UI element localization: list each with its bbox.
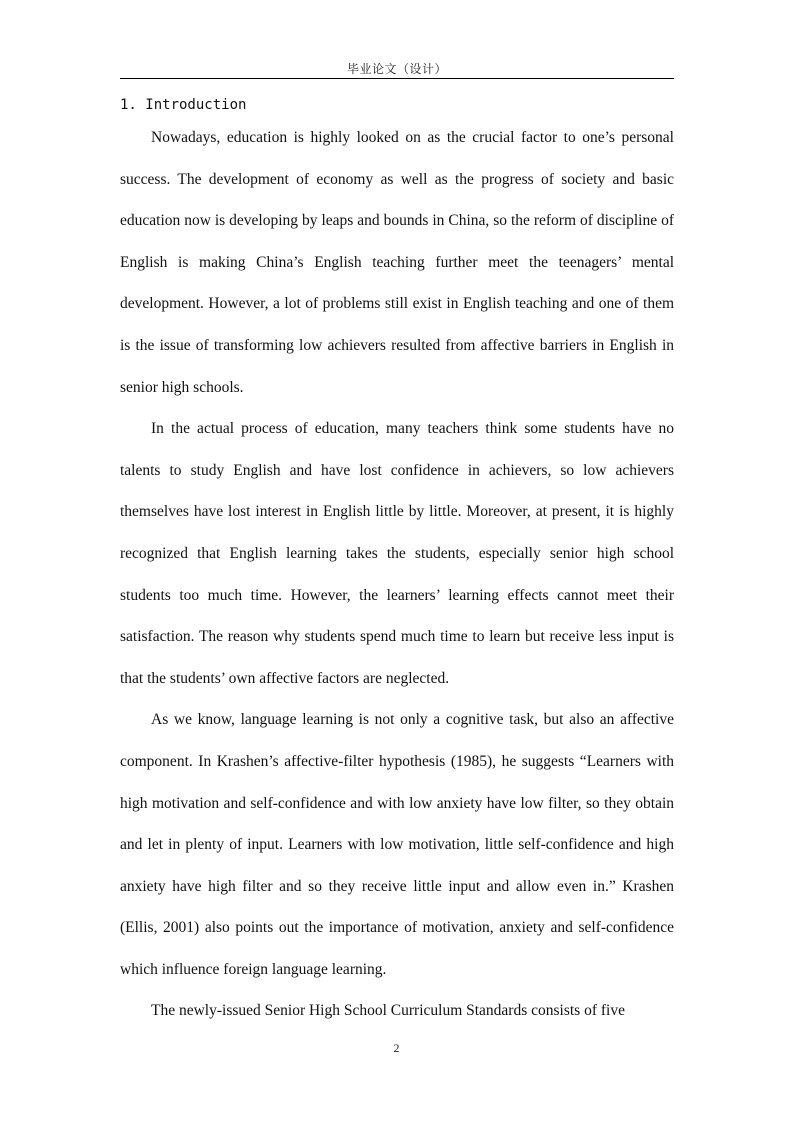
section-heading: 1. Introduction	[120, 97, 247, 113]
body-text	[120, 117, 674, 1032]
running-header: 毕业论文（设计）	[346, 62, 447, 76]
paragraph-3: As we know, language learning is not only a cognitive task, but also an affective component. In Krashen’s affective-filter hypothesis (1985), he suggests “Learners with high motivation and self-confidence and with low anxiety have low filter, so they obtain and let in plenty of input. Learners with low motivation, little self-confidence and high anxiety have high filter and so they receive little input and allow even in.” Krashen (Ellis, 2001) also points out the importance of motivation, anxiety and self-confidence which influence foreign language learning.	[120, 711, 674, 978]
paragraph-4: The newly-issued Senior High School Curriculum Standards consists of five	[151, 1002, 625, 1020]
paragraph-1: Nowadays, education is highly looked on as the crucial factor to one’s personal success. The development of economy as well as the progress of society and basic education now is developing by leaps and bounds in China, so the reform of discipline of English is making China’s English teaching further meet the teenagers’ mental development. However, a lot of problems still exist in English teaching and one of them is the issue of transforming low achievers resulted from affective barriers in English in senior high schools.	[120, 129, 674, 396]
paragraph-2: In the actual process of education, many teachers think some students have no talents to study English and have lost confidence in achievers, so low achievers themselves have lost interest in English little by little. Moreover, at present, it is highly recognized that English learning takes the students, especially senior high school students too much time. However, the learners’ learning effects cannot meet their satisfaction. The reason why students spend much time to learn but receive less input is that the students’ own affective factors are neglected.	[120, 420, 674, 687]
page-number: 2	[393, 1041, 400, 1055]
header-divider	[120, 78, 674, 79]
